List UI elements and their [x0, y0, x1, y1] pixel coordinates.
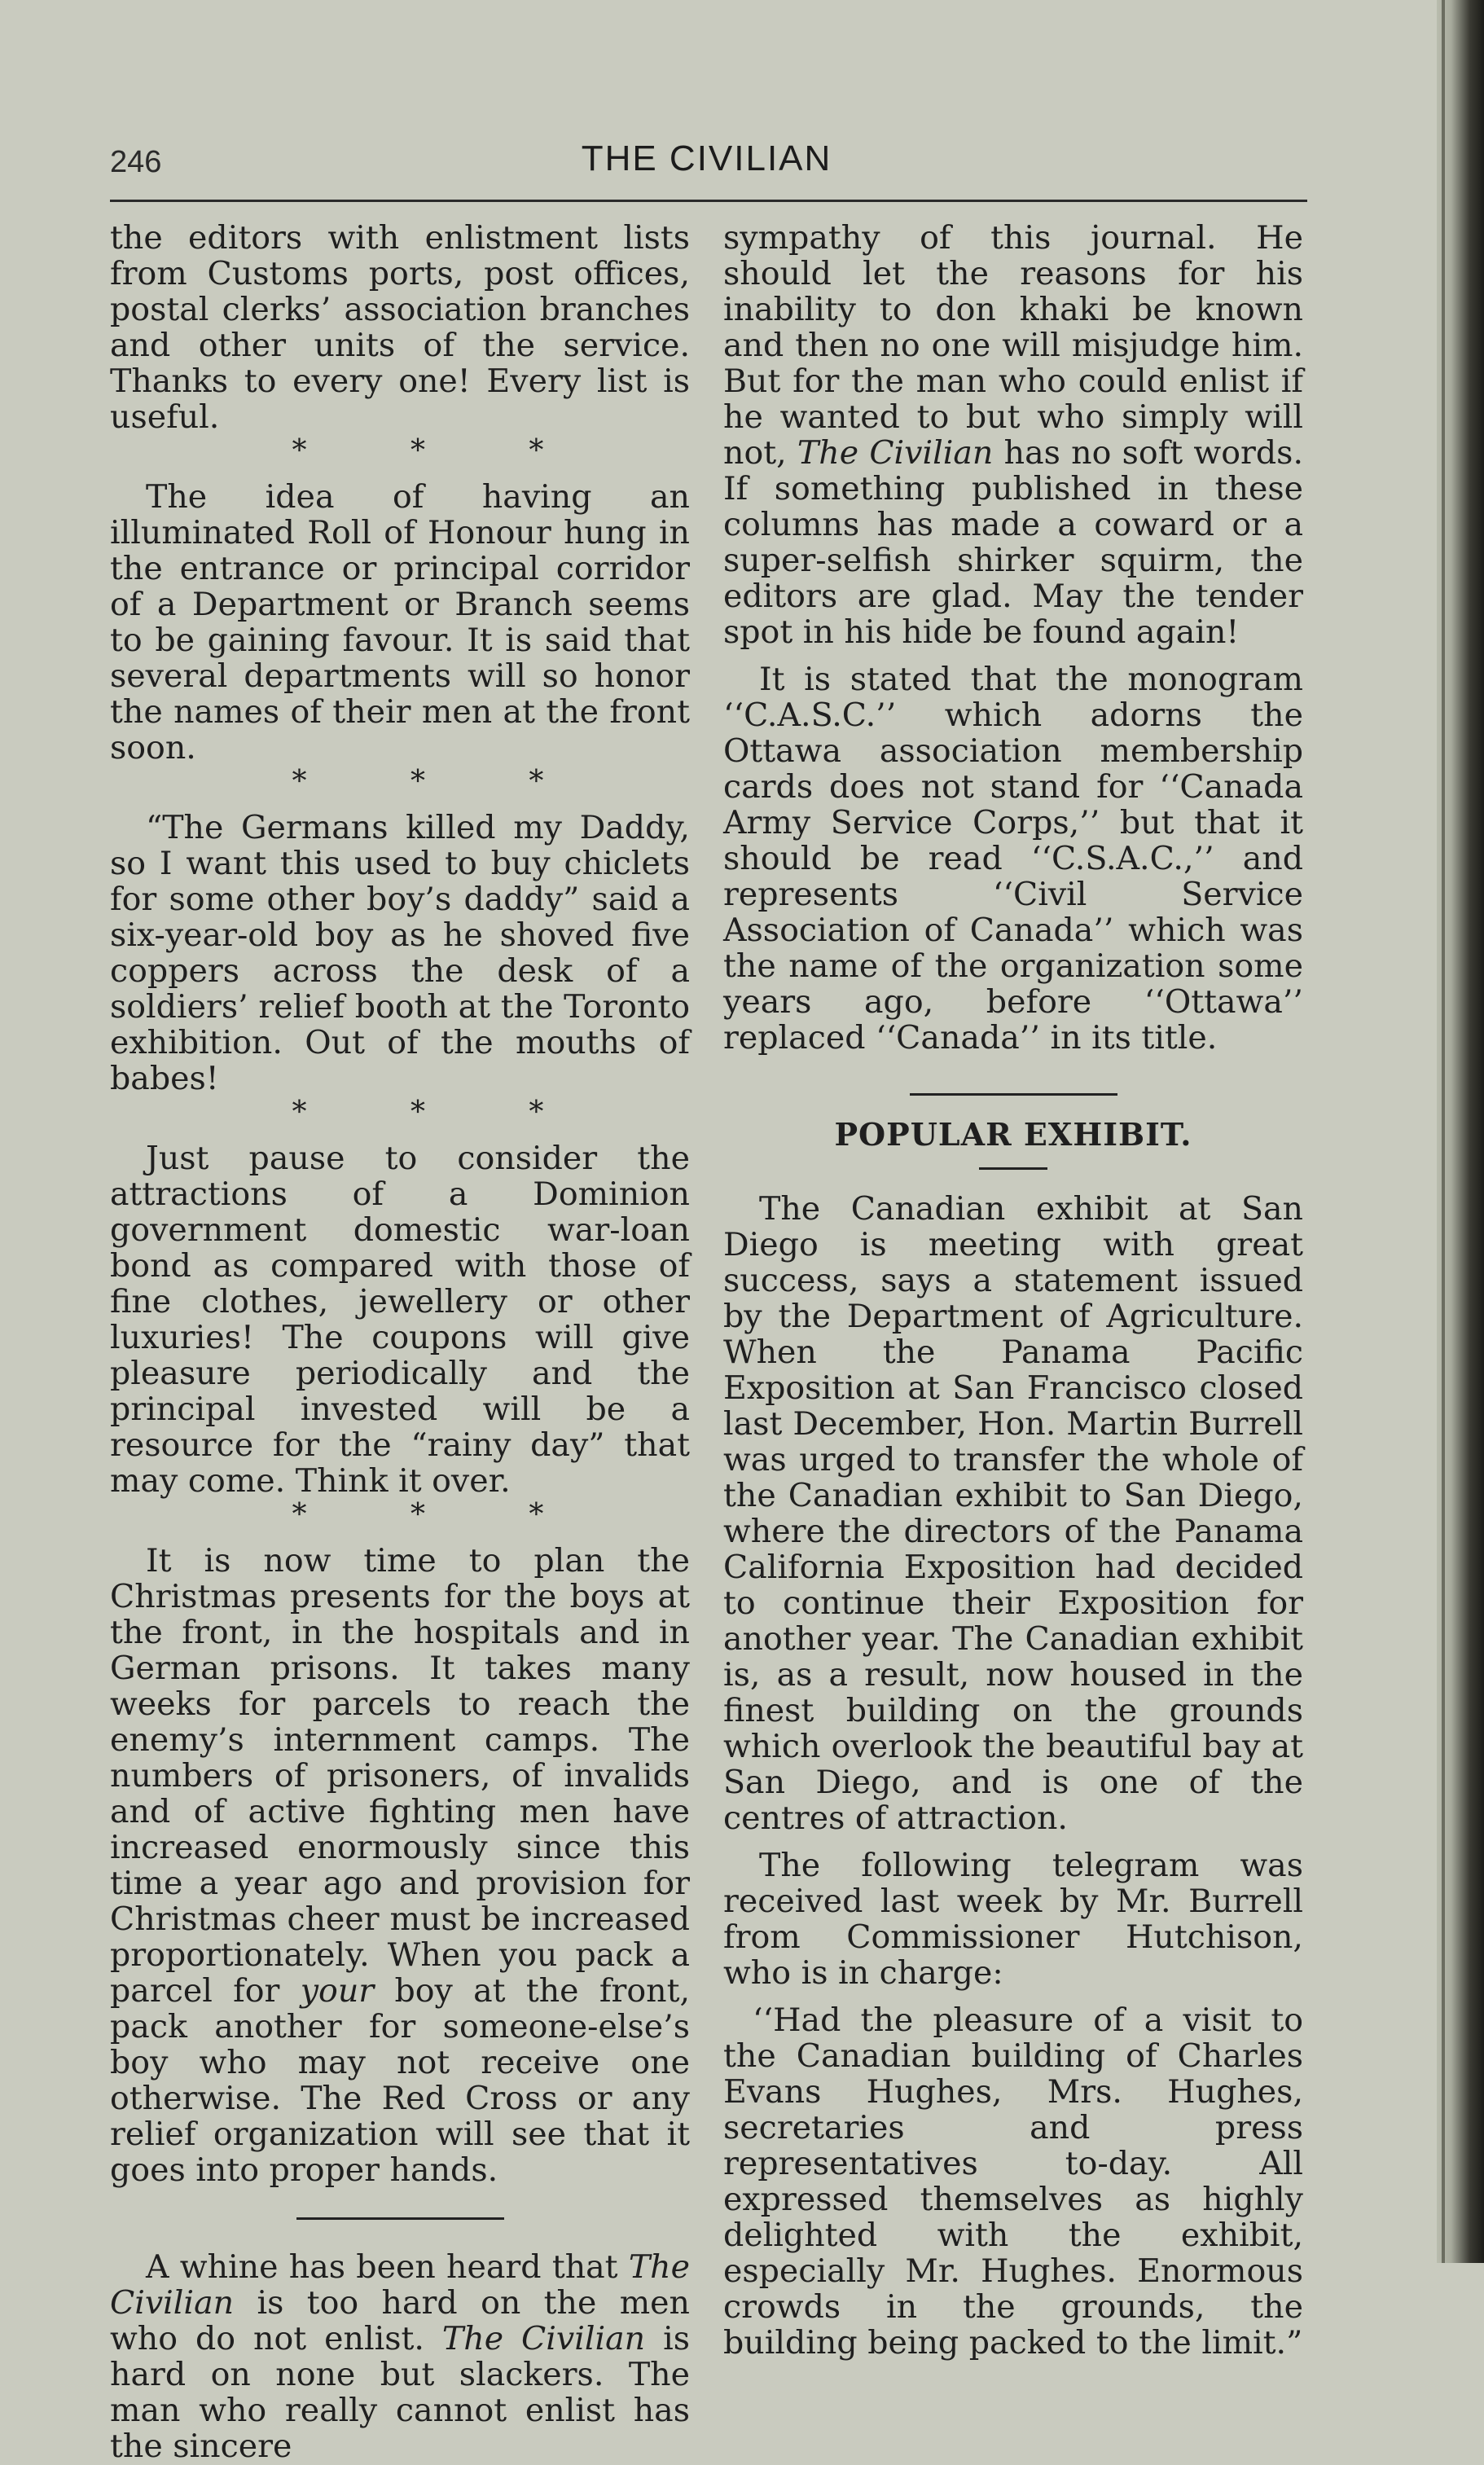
paragraph-germans-killed-daddy: “The Germans killed my Daddy, so I want this used to buy chiclets for some other boy’s daddy” said a six-year-old boy as he shoved five coppers across the desk of a soldiers’ relief booth at the Toronto exhibition. Out of the mouths of babes! — [110, 809, 690, 1097]
section-divider-rule — [910, 1093, 1117, 1096]
paragraph-sympathy-continued: sympathy of this journal. He should let the reasons for his inability to don khaki be known and then no one will misjudge him. But for the man who could enlist if he wanted to but who simply will not, The Civilian has no soft words. If something published in these columns has made a coward or a super-selfish shirker squirm, the editors are glad. May the tender spot in his hide be found again! — [723, 219, 1303, 651]
page-edge-line — [1442, 0, 1445, 2263]
right-column — [723, 220, 1303, 2361]
journal-title: THE CIVILIAN — [581, 138, 832, 178]
asterisk-separator: * * * — [292, 1498, 591, 1531]
paragraph-monogram-casc: It is stated that the monogram ‘‘C.A.S.C.’’ which adorns the Ottawa association membership cards does not stand for ‘‘Canada Army Service Corps,’’ but that it should be read ‘‘C.S.A.C.,’’ and represents ‘‘Civil Service Association of Canada’’ which was the name of the organization some years ago, before ‘‘Ottawa’’ replaced ‘‘Canada’’ in its title. — [723, 661, 1303, 1057]
paragraph-enlistment-lists: the editors with enlistment lists from Customs ports, post offices, postal clerks’ association branches and other units of the service. Thanks to every one! Every list is useful. — [110, 219, 690, 436]
telegram-quote — [723, 2002, 1303, 2361]
page-header — [106, 138, 1307, 187]
paragraph-canadian-exhibit: The Canadian exhibit at San Diego is meeting with great success, says a statement issued by the Department of Agriculture. When the Panama Pacific Exposition at San Francisco closed last December, Hon. Martin Burrell was urged to transfer the whole of the Canadian exhibit to San Diego, where the directors of the Panama California Exposition had decided to continue their Exposition for another year. The Canadian exhibit is, as a result, now housed in the finest building on the grounds which overlook the beautiful bay at San Diego, and is one of the centres of attraction. — [723, 1190, 1303, 1837]
asterisk-separator: * * * — [292, 1096, 591, 1129]
paragraph-whine-heard: A whine has been heard that The Civilian is too hard on the men who do not enlist. The Civilian is hard on none but slackers. The man who really cannot enlist has the sincere — [110, 2248, 690, 2465]
paragraph-war-loan-bond: Just pause to consider the attractions of a Dominion government domestic war-loan bond as compared with those of fine clothes, jewellery or other luxuries! The coupons will give pleasure periodically and the principal invested will be a resource for the “rainy day” that may come. Think it over. — [110, 1140, 690, 1500]
paragraph-telegram-text: ‘‘Had the pleasure of a visit to the Canadian building of Charles Evans Hughes, Mrs. Hughes, secretaries and press representatives to-day. All expressed themselves as highly delighted with the exhibit, especially Mr. Hughes. Enormous crowds in the grounds, the building being packed to the limit.” — [723, 2001, 1303, 2362]
page-number: 246 — [110, 145, 162, 179]
asterisk-separator: * * * — [292, 765, 591, 798]
section-divider-rule — [296, 2217, 504, 2220]
heading-underline-rule — [979, 1167, 1047, 1170]
section-heading-popular-exhibit: POPULAR EXHIBIT. — [834, 1116, 1192, 1153]
asterisk-separator: * * * — [292, 434, 591, 468]
paragraph-roll-of-honour: The idea of having an illuminated Roll of Honour hung in the entrance or principal corridor of a Department or Branch seems to be gaining favour. It is said that several departments will so honor the names of their men at the front soon. — [110, 478, 690, 767]
left-column — [110, 220, 690, 2464]
paragraph-christmas-presents: It is now time to plan the Christmas presents for the boys at the front, in the hospitals and in German prisons. It takes many weeks for parcels to reach the enemy’s internment camps. The numbers of prisoners, of invalids and of active fighting men have increased enormously since this time a year ago and provision for Christmas cheer must be increased proportionately. When you pack a parcel for your boy at the front, pack another for someone-else’s boy who may not receive one otherwise. The Red Cross or any relief organization will see that it goes into proper hands. — [110, 1542, 690, 2189]
paragraph-telegram-intro: The following telegram was received last week by Mr. Burrell from Commissioner Hutchison, who is in charge: — [723, 1847, 1303, 1992]
header-rule — [110, 200, 1307, 202]
